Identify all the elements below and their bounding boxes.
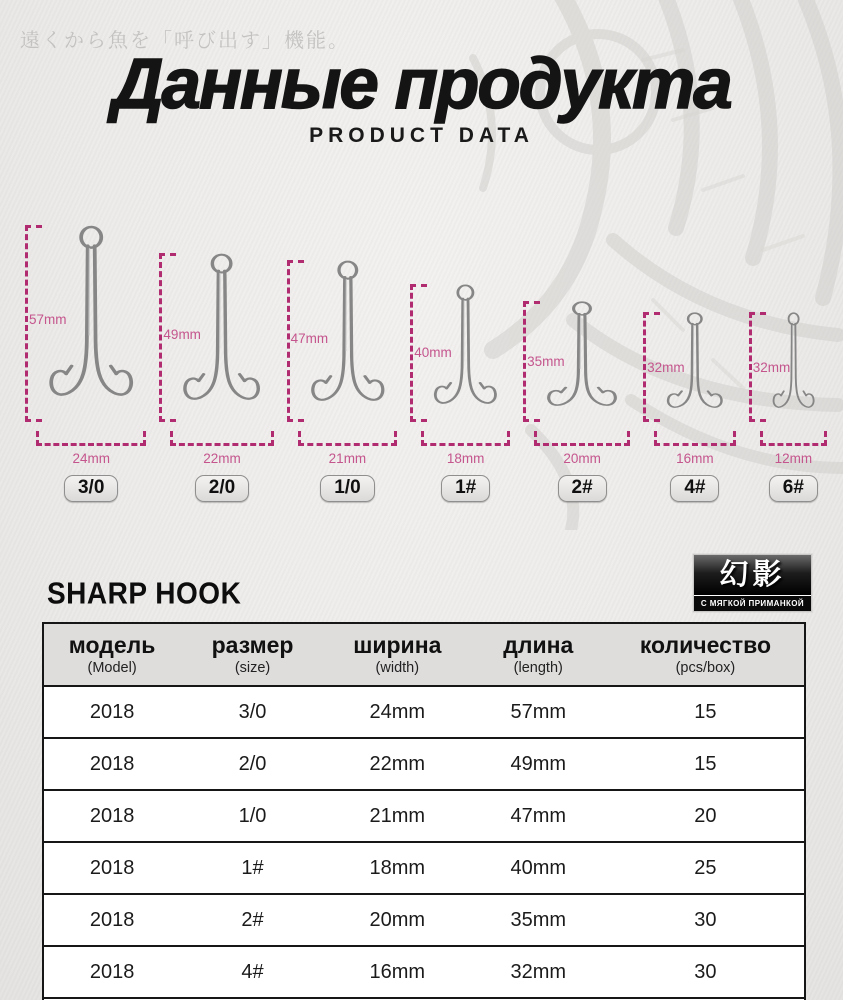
product-spec-table: [42, 622, 806, 1000]
table-cell: 57mm: [470, 686, 607, 738]
hook-size-badge: 6#: [769, 475, 818, 502]
table-cell: 3/0: [180, 686, 325, 738]
table-cell: 2/0: [180, 738, 325, 790]
table-cell: 15: [607, 738, 805, 790]
table-cell: 16mm: [325, 946, 470, 998]
hook-length-label: 49mm: [163, 327, 201, 343]
table-cell: 40mm: [470, 842, 607, 894]
col-header-quantity: количество (pcs/box): [607, 623, 805, 686]
table-cell: 47mm: [470, 790, 607, 842]
hook-figure-2: [527, 301, 630, 502]
table-cell: 35mm: [470, 894, 607, 946]
table-cell: 15: [607, 686, 805, 738]
width-bracket: [36, 431, 146, 446]
width-bracket: [760, 431, 827, 446]
hook-measure-area: [647, 312, 724, 422]
table-row: [43, 842, 805, 894]
hook-length-label: 35mm: [527, 354, 565, 370]
hook-width-label: 12mm: [774, 451, 813, 466]
hook-figure-6: [752, 312, 827, 502]
hook-length-label: 57mm: [29, 311, 67, 327]
hook-measure-area: [752, 312, 815, 422]
col-header-size: размер (size): [180, 623, 325, 686]
table-cell: 32mm: [470, 946, 607, 998]
brand-logo: 幻影: [694, 555, 811, 595]
hook-size-badge: 2#: [558, 475, 607, 502]
hook-measure-area: [163, 253, 261, 422]
hook-width-label: 16mm: [676, 451, 714, 466]
hook-measure-area: [29, 225, 134, 422]
hook-width-label: 21mm: [328, 451, 367, 466]
hook-length-label: 47mm: [290, 331, 329, 347]
japanese-tagline: 遠くから魚を「呼び出す」機能。: [20, 30, 350, 52]
hook-size-badge: 2/0: [195, 475, 249, 502]
table-cell: 25: [607, 842, 805, 894]
table-cell: 1#: [180, 842, 325, 894]
hook-figure-1: [414, 284, 510, 502]
table-cell: 1/0: [180, 790, 325, 842]
table-row: [43, 738, 805, 790]
table-cell: 30: [607, 894, 805, 946]
table-header-row: [43, 623, 805, 686]
page-title: Данные продукта: [112, 45, 731, 124]
table-cell: 20mm: [325, 894, 470, 946]
hook-figure-1-0: [290, 260, 398, 502]
hook-width-label: 24mm: [72, 451, 110, 466]
table-cell: 4#: [180, 946, 325, 998]
table-cell: 30: [607, 946, 805, 998]
width-bracket: [534, 431, 630, 446]
brand-badge: [693, 554, 812, 612]
table-cell: 2018: [43, 842, 180, 894]
table-cell: 21mm: [325, 790, 470, 842]
table-cell: 20: [607, 790, 805, 842]
table-row: [43, 686, 805, 738]
table-cell: 2018: [43, 738, 180, 790]
hook-measure-area: [414, 284, 498, 422]
hook-size-diagram: [0, 200, 843, 502]
col-header-width: ширина (width): [325, 623, 470, 686]
table-cell: 24mm: [325, 686, 470, 738]
table-cell: 2018: [43, 790, 180, 842]
hook-size-badge: 4#: [670, 475, 719, 502]
table-cell: 2#: [180, 894, 325, 946]
table-cell: 2018: [43, 686, 180, 738]
table-row: [43, 894, 805, 946]
table-cell: 22mm: [325, 738, 470, 790]
table-cell: 18mm: [325, 842, 470, 894]
width-bracket: [170, 431, 273, 446]
hook-size-badge: 1#: [441, 475, 490, 502]
hook-width-label: 20mm: [563, 451, 601, 466]
hook-width-label: 18mm: [446, 451, 485, 466]
table-cell: 49mm: [470, 738, 607, 790]
table-cell: 2018: [43, 894, 180, 946]
hook-figure-4: [647, 312, 736, 502]
hook-size-badge: 3/0: [64, 475, 118, 502]
hook-measure-area: [527, 301, 618, 422]
table-row: [43, 790, 805, 842]
width-bracket: [298, 431, 398, 446]
col-header-model: модель (Model): [43, 623, 180, 686]
hook-size-badge: 1/0: [320, 475, 374, 502]
hook-figure-2-0: [163, 253, 273, 502]
hook-measure-area: [290, 260, 386, 422]
brand-tagline: С МЯГКОЙ ПРИМАНКОЙ: [694, 595, 811, 611]
section-bar: [47, 554, 812, 612]
hook-figure-3-0: [29, 225, 146, 502]
hook-length-label: 40mm: [414, 344, 452, 360]
hook-length-label: 32mm: [647, 360, 685, 376]
hook-length-label: 32mm: [752, 360, 791, 376]
col-header-length: длина (length): [470, 623, 607, 686]
hook-width-label: 22mm: [203, 451, 241, 466]
section-heading: SHARP HOOK: [47, 576, 242, 611]
page-subtitle: PRODUCT DATA: [309, 124, 534, 147]
table-row: [43, 946, 805, 998]
width-bracket: [421, 431, 510, 446]
width-bracket: [654, 431, 736, 446]
table-cell: 2018: [43, 946, 180, 998]
